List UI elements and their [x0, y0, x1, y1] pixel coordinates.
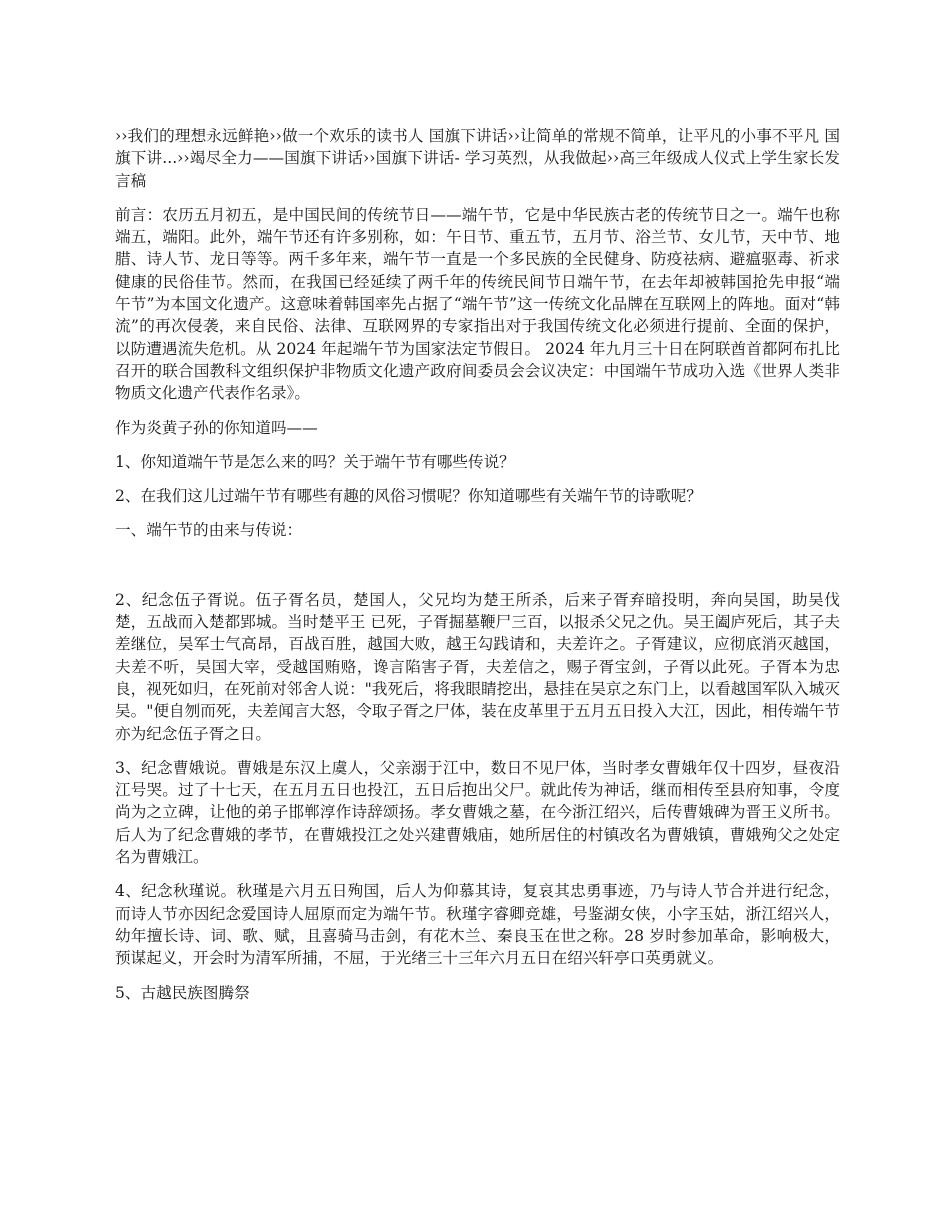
legend-wu-zixu: 2、纪念伍子胥说。伍子胥名员，楚国人，父兄均为楚王所杀，后来子胥弃暗投明，奔向吴国，助吴伐楚，五战而入楚都郢城。当时楚平王 已死，子胥掘墓鞭尸三百，以报杀父兄之仇。吴王阖庐死后，其子夫差继位，吴军士气高昂，百战百胜，越国大败，越王勾践请和，夫差许之。子胥建议，应彻底消灭越国，夫差不听，吴国大宰，受越国贿赂，谗言陷害子胥，夫差信之，赐子胥宝剑，子胥以此死。子胥本为忠良，视死如归，在死前对邻舍人说："我死后，将我眼睛挖出，悬挂在吴京之东门上，以看越国军队入城灭吴。"便自刎而死，夫差闻言大怒，令取子胥之尸体，装在皮革里于五月五日投入大江，因此，相传端午节亦为纪念伍子胥之日。 — [115, 590, 840, 743]
question-intro: 作为炎黄子孙的你知道吗—— — [115, 418, 318, 437]
question-2: 2、在我们这儿过端午节有哪些有趣的风俗习惯呢？你知道哪些有关端午节的诗歌呢？ — [115, 487, 702, 506]
document-body — [115, 125, 840, 1016]
legend-cao-e: 3、纪念曹娥说。曹娥是东汉上虞人，父亲溺于江中，数日不见尸体，当时孝女曹娥年仅十四岁，昼夜沿江号哭。过了十七天，在五月五日也投江，五日后抱出父尸。就此传为神话，继而相传至县府知事，令度尚为之立碑，让他的弟子邯郸淳作诗辞颂扬。孝女曹娥之墓，在今浙江绍兴，后传曹娥碑为晋王义所书。后人为了纪念曹娥的孝节，在曹娥投江之处兴建曹娥庙，她所居住的村镇改名为曹娥镇，曹娥殉父之处定名为曹娥江。 — [115, 758, 840, 867]
legend-qiu-jin: 4、纪念秋瑾说。秋瑾是六月五日殉国，后人为仰慕其诗，复哀其忠勇事迹，乃与诗人节合并进行纪念，而诗人节亦因纪念爱国诗人屈原而定为端午节。秋瑾字睿卿竞雄，号鉴湖女侠，小字玉姑，浙江绍兴人，幼年擅长诗、词、歌、赋，且喜骑马击剑，有花木兰、秦良玉在世之称。28 岁时参加革命，影响极大，预谋起义，开会时为清军所捕，不屈，于光绪三十三年六月五日在绍兴轩亭口英勇就义。 — [115, 882, 840, 968]
section-heading-origin: 一、端午节的由来与传说： — [115, 521, 303, 540]
related-links: ››我们的理想永远鲜艳››做一个欢乐的读书人 国旗下讲话››让简单的常规不简单，让平凡的小事不平凡 国旗下讲...››竭尽全力——国旗下讲话››国旗下讲话- 学习英烈，从我做起››高三年级成人仪式上学生家长发言稿 — [115, 127, 840, 190]
blank-space — [115, 554, 840, 589]
legend-yue-totem: 5、古越民族图腾祭 — [115, 983, 250, 1002]
preface-paragraph: 前言：农历五月初五，是中国民间的传统节日——端午节，它是中华民族古老的传统节日之一。端午也称端五，端阳。此外，端午节还有许多别称，如：午日节、重五节，五月节、浴兰节、女儿节，天中节、地腊、诗人节、龙日等等。两千多年来，端午节一直是一个多民族的全民健身、防疫祛病、避瘟驱毒、祈求健康的民俗佳节。然而，在我国已经延续了两千年的传统民间节日端午节，在去年却被韩国抢先申报“端午节”为本国文化遗产。这意味着韩国率先占据了“端午节”这一传统文化品牌在互联网上的阵地。面对“韩流”的再次侵袭，来自民俗、法律、互联网界的专家指出对于我国传统文化必须进行提前、全面的保护，以防遭遇流失危机。从 2024 年起端午节为国家法定节假日。 2024 年九月三十日在阿联酋首都阿布扎比召开的联合国教科文组织保护非物质文化遗产政府间委员会会议决定：中国端午节成功入选《世界人类非物质文化遗产代表作名录》。 — [115, 205, 840, 403]
question-1: 1、你知道端午节是怎么来的吗？关于端午节有哪些传说？ — [115, 452, 515, 471]
